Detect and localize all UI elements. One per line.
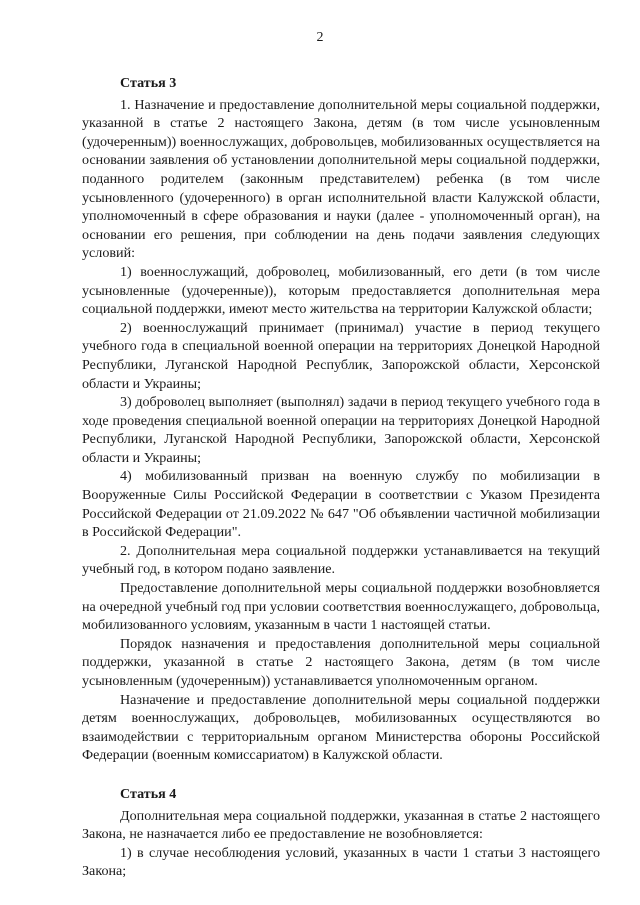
article-3-condition-2: 2) военнослужащий принимает (принимал) участие в период текущего учебного года в специальной военной операции на территориях Донецкой Народной Республики, Луганской Народной Республик, Запорожской области, Херсонской области и Украины; [82, 319, 600, 392]
article-3-interaction: Назначение и предоставление дополнительной меры социальной поддержки детям военнослужащих, добровольцев, мобилизованных осуществляются во взаимодействии с территориальным органом Министерства обороны Российской Федерации (военным комиссариатом) в Калужской области. [82, 691, 600, 764]
article-3-renewal: Предоставление дополнительной меры социальной поддержки возобновляется на очередной учебный год при условии соответствия военнослужащего, добровольца, мобилизованного условиям, указанным в части 1 настоящей статьи. [82, 580, 600, 634]
article-3-part-2: 2. Дополнительная мера социальной поддержки устанавливается на текущий учебный год, в котором подано заявление. [82, 542, 600, 578]
article-3-condition-4: 4) мобилизованный призван на военную службу по мобилизации в Вооруженные Силы Российской Федерации в соответствии с Указом Президента Российской Федерации от 21.09.2022 № 647 "Об объявлении частичной мобилизации в Российской Федерации". [82, 468, 600, 541]
article-3-procedure: Порядок назначения и предоставления дополнительной меры социальной поддержки, указанной в статье 2 настоящего Закона, детям (в том числе усыновленным (удочеренным)) устанавливается уполномоченным органом. [82, 635, 600, 689]
article-4-case-1: 1) в случае несоблюдения условий, указанных в части 1 статьи 3 настоящего Закона; [82, 844, 600, 880]
article-3-condition-3: 3) доброволец выполняет (выполнял) задачи в период текущего учебного года в ходе проведения специальной военной операции на территориях Донецкой Народной Республики, Луганской Народной Республики, Запорожской области, Херсонской области и Украины; [82, 394, 600, 466]
page-number: 2 [316, 30, 324, 45]
article-3-condition-1: 1) военнослужащий, доброволец, мобилизованный, его дети (в том числе усыновленные (удочеренные)), которым предоставляется дополнительная мера социальной поддержки, имеют место жительства на территории Калужской области; [82, 263, 600, 318]
article-3-heading: Статья 3 [120, 75, 177, 91]
article-4-heading: Статья 4 [120, 785, 177, 802]
article-3-part-1: 1. Назначение и предоставление дополнительной меры социальной поддержки, указанной в статье 2 настоящего Закона, детям (в том числе усыновленным (удочеренным)) военнослужащих, добровольцев, мобилизованных осуществляется на основании заявления об установлении дополнительной меры социальной поддержки, поданного родителем (законным представителем) ребенка (в том числе усыновленного (удочеренного) в орган исполнительной власти Калужской области, уполномоченный в сфере образования и науки (далее - уполномоченный орган), на основании его решения, при соблюдении на день подачи заявления следующих условий: [82, 96, 600, 262]
article-4-intro: Дополнительная мера социальной поддержки, указанная в статье 2 настоящего Закона, не назначается либо ее предоставление не возобновляется: [82, 807, 600, 843]
document-body [82, 74, 600, 881]
